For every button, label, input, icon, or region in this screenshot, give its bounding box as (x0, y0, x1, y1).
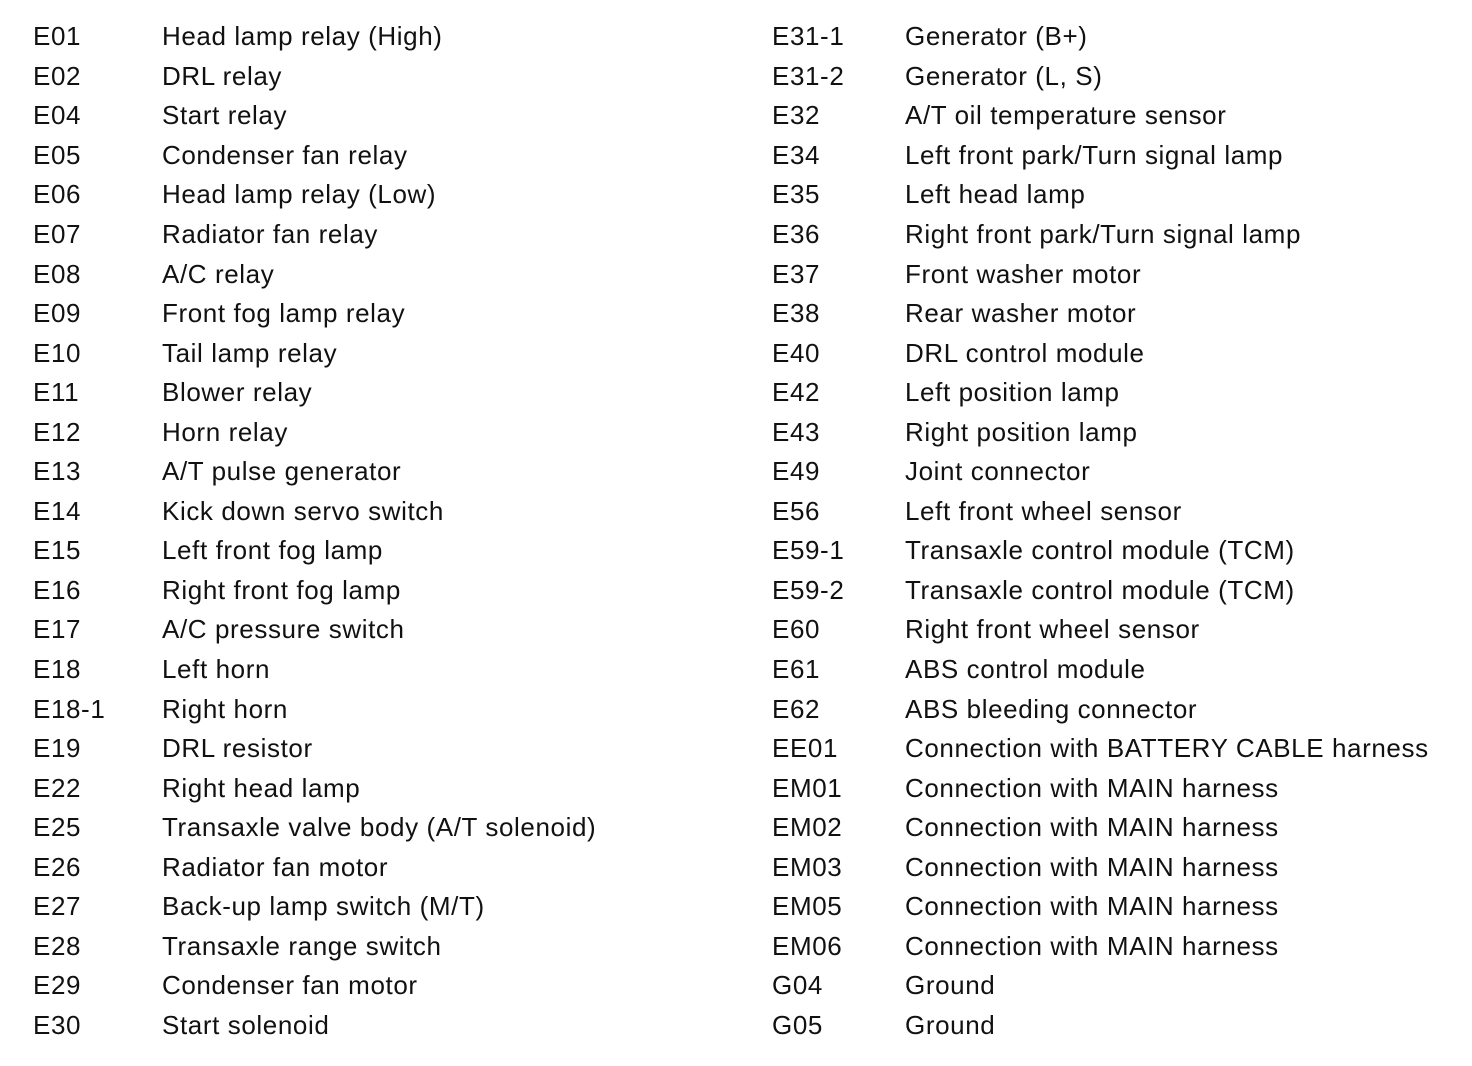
connector-description: Front washer motor (905, 258, 1142, 289)
connector-code: E18 (33, 654, 82, 685)
connector-row (33, 610, 733, 650)
connector-row (33, 17, 733, 57)
connector-description: Left front fog lamp (162, 535, 383, 566)
connector-row (33, 373, 733, 413)
connector-row (33, 689, 733, 729)
connector-description: Connection with BATTERY CABLE harness (905, 733, 1429, 764)
connector-description: Kick down servo switch (162, 495, 444, 526)
connector-row (33, 57, 733, 97)
connector-code: E31-2 (772, 60, 845, 91)
connector-code: E25 (33, 812, 82, 843)
connector-code: E05 (33, 139, 82, 170)
connector-row (33, 452, 733, 492)
connector-code: E59-2 (772, 574, 845, 605)
connector-description: Radiator fan motor (162, 851, 389, 882)
connector-row (33, 729, 733, 769)
connector-row (33, 808, 733, 848)
connector-code: E07 (33, 219, 82, 249)
connector-row (33, 96, 733, 136)
connector-description: Left front park/Turn signal lamp (905, 139, 1284, 170)
connector-row (772, 927, 1462, 967)
connector-description: Ground (905, 970, 996, 1001)
connector-code: E60 (772, 614, 821, 645)
connector-code: EM01 (772, 772, 843, 803)
connector-description: Ground (905, 1009, 996, 1040)
connector-code: E16 (33, 574, 82, 605)
connector-code: E56 (772, 495, 821, 526)
connector-row (33, 887, 733, 927)
connector-code: EE01 (772, 733, 839, 764)
connector-row (33, 1006, 733, 1046)
connector-row (772, 96, 1462, 136)
connector-row (772, 412, 1462, 452)
connector-description: Transaxle valve body (A/T solenoid) (162, 812, 597, 843)
connector-row (33, 215, 733, 255)
connector-code: E61 (772, 654, 821, 685)
connector-row (772, 966, 1462, 1006)
connector-row (772, 729, 1462, 769)
right-connector-list (772, 17, 1462, 1045)
connector-row (772, 1006, 1462, 1046)
connector-description: Back-up lamp switch (M/T) (162, 891, 485, 922)
connector-description: Transaxle control module (TCM) (905, 535, 1295, 566)
connector-row (772, 17, 1462, 57)
connector-description: Right head lamp (162, 772, 361, 803)
connector-description: Connection with MAIN harness (905, 891, 1279, 922)
left-connector-list (33, 17, 733, 1045)
connector-description: Transaxle control module (TCM) (905, 574, 1295, 605)
connector-row (772, 373, 1462, 413)
connector-description: A/T pulse generator (162, 456, 402, 487)
connector-description: A/T oil temperature sensor (905, 100, 1227, 131)
connector-row (33, 571, 733, 611)
connector-row (33, 492, 733, 532)
connector-row (772, 57, 1462, 97)
connector-code: E12 (33, 416, 82, 447)
connector-description: Connection with MAIN harness (905, 772, 1279, 803)
connector-description: Right position lamp (905, 416, 1138, 447)
connector-code: E43 (772, 416, 821, 447)
connector-code: EM02 (772, 812, 843, 843)
connector-description: Start solenoid (162, 1009, 330, 1040)
connector-row (772, 847, 1462, 887)
connector-row (33, 650, 733, 690)
connector-description: Left horn (162, 654, 271, 685)
connector-code: E42 (772, 377, 821, 408)
connector-row (772, 887, 1462, 927)
connector-description: Generator (L, S) (905, 60, 1103, 91)
connector-row (33, 333, 733, 373)
connector-code: EM03 (772, 851, 843, 882)
connector-description: Tail lamp relay (162, 337, 338, 368)
connector-description: Front fog lamp relay (162, 298, 406, 329)
connector-description: DRL control module (905, 337, 1145, 368)
connector-row (33, 412, 733, 452)
connector-code: E04 (33, 100, 82, 131)
connector-code: E13 (33, 456, 82, 487)
connector-code: E06 (33, 179, 82, 210)
connector-code: E31-1 (772, 21, 845, 52)
connector-code: E59-1 (772, 535, 845, 566)
connector-description: Transaxle range switch (162, 930, 442, 961)
connector-row (33, 847, 733, 887)
connector-code: E62 (772, 693, 821, 724)
connector-code: E34 (772, 139, 821, 170)
connector-row (772, 808, 1462, 848)
connector-code: E27 (33, 891, 82, 922)
connector-description: Right horn (162, 693, 288, 724)
connector-description: Head lamp relay (High) (162, 21, 443, 52)
connector-description: Start relay (162, 100, 288, 131)
connector-code: E09 (33, 298, 82, 329)
connector-description: Right front wheel sensor (905, 614, 1200, 645)
connector-code: E18-1 (33, 693, 106, 724)
connector-row (772, 610, 1462, 650)
connector-code: G04 (772, 970, 823, 1001)
connector-code: E10 (33, 337, 82, 368)
connector-description: Rear washer motor (905, 298, 1137, 329)
connector-row (33, 175, 733, 215)
connector-code: EM05 (772, 891, 843, 922)
connector-code: E02 (33, 60, 82, 91)
connector-description: A/C relay (162, 258, 275, 289)
connector-row (772, 333, 1462, 373)
connector-description: Connection with MAIN harness (905, 930, 1279, 961)
connector-row (772, 215, 1462, 255)
connector-code: E30 (33, 1009, 82, 1040)
connector-row (772, 254, 1462, 294)
connector-row (772, 492, 1462, 532)
connector-row (772, 689, 1462, 729)
connector-description: ABS control module (905, 654, 1146, 685)
connector-description: Right front fog lamp (162, 574, 401, 605)
connector-description: Left front wheel sensor (905, 495, 1182, 526)
connector-row (33, 254, 733, 294)
connector-description: Connection with MAIN harness (905, 851, 1279, 882)
connector-code: E22 (33, 772, 82, 803)
connector-code: E19 (33, 733, 82, 764)
connector-code: E49 (772, 456, 821, 487)
connector-description: DRL resistor (162, 733, 313, 764)
connector-row (33, 768, 733, 808)
connector-description: Condenser fan motor (162, 970, 418, 1001)
connector-code: EM06 (772, 930, 843, 961)
connector-description: Connection with MAIN harness (905, 812, 1279, 843)
connector-code: E40 (772, 337, 821, 368)
connector-row (772, 650, 1462, 690)
connector-code: E38 (772, 298, 821, 329)
connector-row (772, 531, 1462, 571)
connector-code: E35 (772, 179, 821, 210)
connector-row (772, 175, 1462, 215)
connector-code: G05 (772, 1009, 823, 1040)
connector-row (33, 136, 733, 176)
connector-code: E15 (33, 535, 82, 566)
connector-row (33, 966, 733, 1006)
connector-code: E17 (33, 614, 82, 645)
connector-row (33, 294, 733, 334)
connector-description: Condenser fan relay (162, 139, 408, 170)
connector-code: E11 (33, 377, 80, 408)
connector-code: E37 (772, 258, 821, 289)
connector-description: ABS bleeding connector (905, 693, 1198, 724)
connector-row (772, 768, 1462, 808)
connector-code: E29 (33, 970, 82, 1001)
connector-description: Radiator fan relay (162, 219, 379, 249)
connector-row (772, 571, 1462, 611)
connector-code: E14 (33, 495, 82, 526)
connector-code: E36 (772, 219, 821, 249)
connector-description: Head lamp relay (Low) (162, 179, 437, 210)
connector-row (772, 136, 1462, 176)
connector-description: Joint connector (905, 456, 1091, 487)
connector-description: Generator (B+) (905, 21, 1088, 52)
connector-description: Blower relay (162, 377, 313, 408)
connector-code: E32 (772, 100, 821, 131)
connector-description: Right front park/Turn signal lamp (905, 219, 1301, 249)
connector-code: E28 (33, 930, 82, 961)
connector-description: Horn relay (162, 416, 288, 447)
connector-description: Left head lamp (905, 179, 1086, 210)
connector-code: E26 (33, 851, 82, 882)
connector-description: DRL relay (162, 60, 283, 91)
connector-code: E08 (33, 258, 82, 289)
connector-row (33, 531, 733, 571)
connector-row (772, 452, 1462, 492)
connector-description: A/C pressure switch (162, 614, 405, 645)
connector-row (772, 294, 1462, 334)
connector-code: E01 (33, 21, 82, 52)
connector-row (33, 927, 733, 967)
connector-description: Left position lamp (905, 377, 1120, 408)
